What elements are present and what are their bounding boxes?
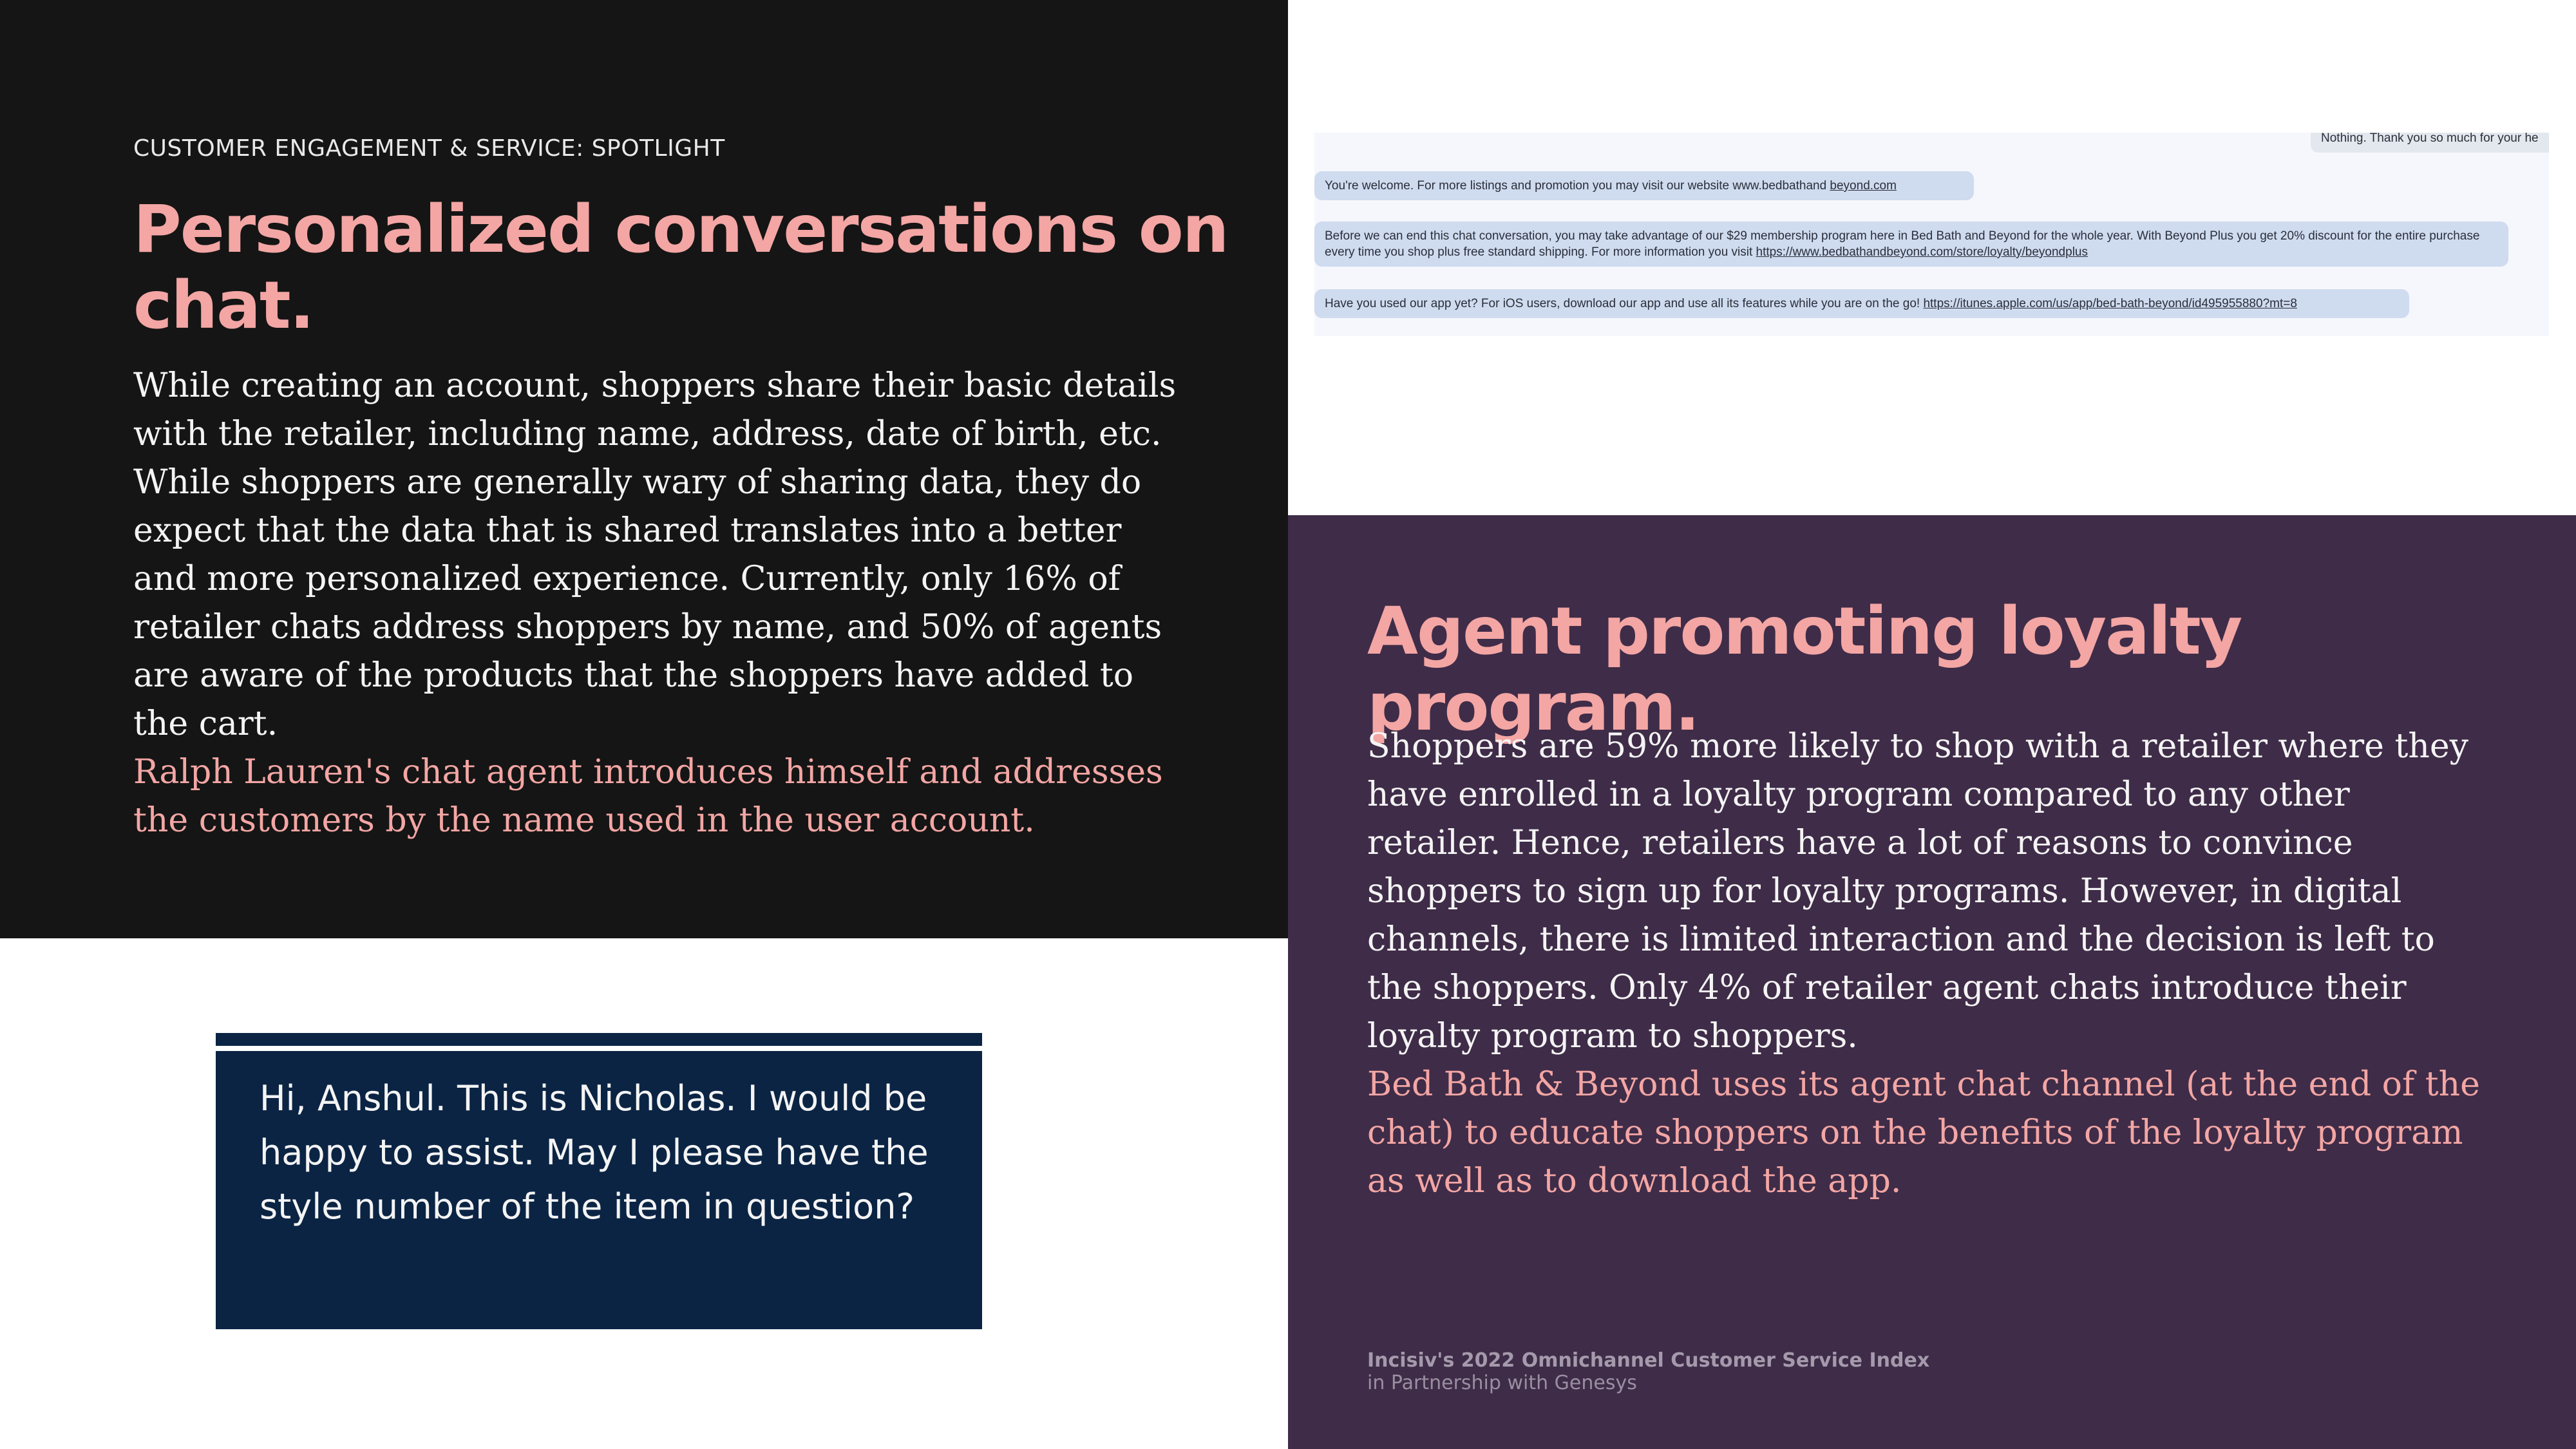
- bbb-chat-screenshot-area: [1288, 0, 2576, 515]
- ralph-lauren-chat-message: Hi, Anshul. This is Nicholas. I would be happy to assist. May I please have the style number of the item in question?: [260, 1078, 929, 1227]
- chat-header-stripe: [216, 1046, 982, 1051]
- chat-bubble-agent-membership: [1314, 222, 2508, 267]
- ralph-lauren-chat-screenshot: [216, 1033, 982, 1329]
- footer-subtitle: in Partnership with Genesys: [1367, 1372, 1637, 1394]
- website-link[interactable]: beyond.com: [1830, 179, 1897, 193]
- loyalty-link[interactable]: https://www.bedbathandbeyond.com/store/loyalty/beyondplus: [1756, 245, 2088, 259]
- loyalty-program-section: [1288, 515, 2576, 1449]
- personalized-heading: Personalized conversations on chat.: [133, 191, 1228, 344]
- loyalty-heading: Agent promoting loyalty program.: [1367, 593, 2242, 746]
- ralph-lauren-chat-area: [0, 938, 1288, 1449]
- bbb-highlight: Bed Bath & Beyond uses its agent chat channel (at the end of the chat) to educate shoppers on the benefits of the loyalty program as well as to download the app.: [1367, 1065, 2480, 1200]
- personalized-body-text: While creating an account, shoppers share their basic details with the retailer, including name, address, date of birth, etc. While shoppers are generally wary of sharing data, they do expect that the data that is shared translates into a better and more personalized experience. Currently, only 16% of retailer chats address shoppers by name, and 50% of agents are aware of the products that the shoppers have added to the cart.: [133, 366, 1177, 743]
- chat-bubble-agent-app: [1314, 289, 2409, 318]
- chat-bubble-text: Nothing. Thank you so much for your he: [2321, 133, 2539, 145]
- chat-bubble-text: Before we can end this chat conversation, you may take advantage of our $29 membership program here in Bed Bath and Beyond for the whole year. With Beyond Plus you get 20% discount for the entire purchase every time you shop plus free standard shipping. For more information you visit: [1325, 229, 2480, 259]
- app-store-link[interactable]: https://itunes.apple.com/us/app/bed-bath-beyond/id495955880?mt=8: [1923, 297, 2297, 310]
- bbb-chat-screenshot: [1314, 133, 2549, 336]
- loyalty-body-text: Shoppers are 59% more likely to shop with a retailer where they have enrolled in a loyalty program compared to any other retailer. Hence, retailers have a lot of reasons to convince shoppers to sign up for loyalty programs. However, in digital channels, there is limited interaction and the decision is left to the shoppers. Only 4% of retailer agent chats introduce their loyalty program to shoppers.: [1367, 727, 2469, 1056]
- personalized-conversations-section: [0, 0, 1288, 938]
- chat-bubble-text: You're welcome. For more listings and promotion you may visit our website www.bedbathand: [1325, 179, 1830, 193]
- chat-bubble-user: [2311, 133, 2549, 153]
- chat-bubble-agent-website: [1314, 171, 1974, 200]
- section-eyebrow: CUSTOMER ENGAGEMENT & SERVICE: SPOTLIGHT: [133, 135, 725, 162]
- chat-bubble-text: Have you used our app yet? For iOS users, download our app and use all its features while you are on the go!: [1325, 297, 1924, 310]
- footer-title: Incisiv's 2022 Omnichannel Customer Service Index: [1367, 1349, 1930, 1372]
- ralph-lauren-highlight: Ralph Lauren's chat agent introduces himself and addresses the customers by the name used in the user account.: [133, 753, 1163, 840]
